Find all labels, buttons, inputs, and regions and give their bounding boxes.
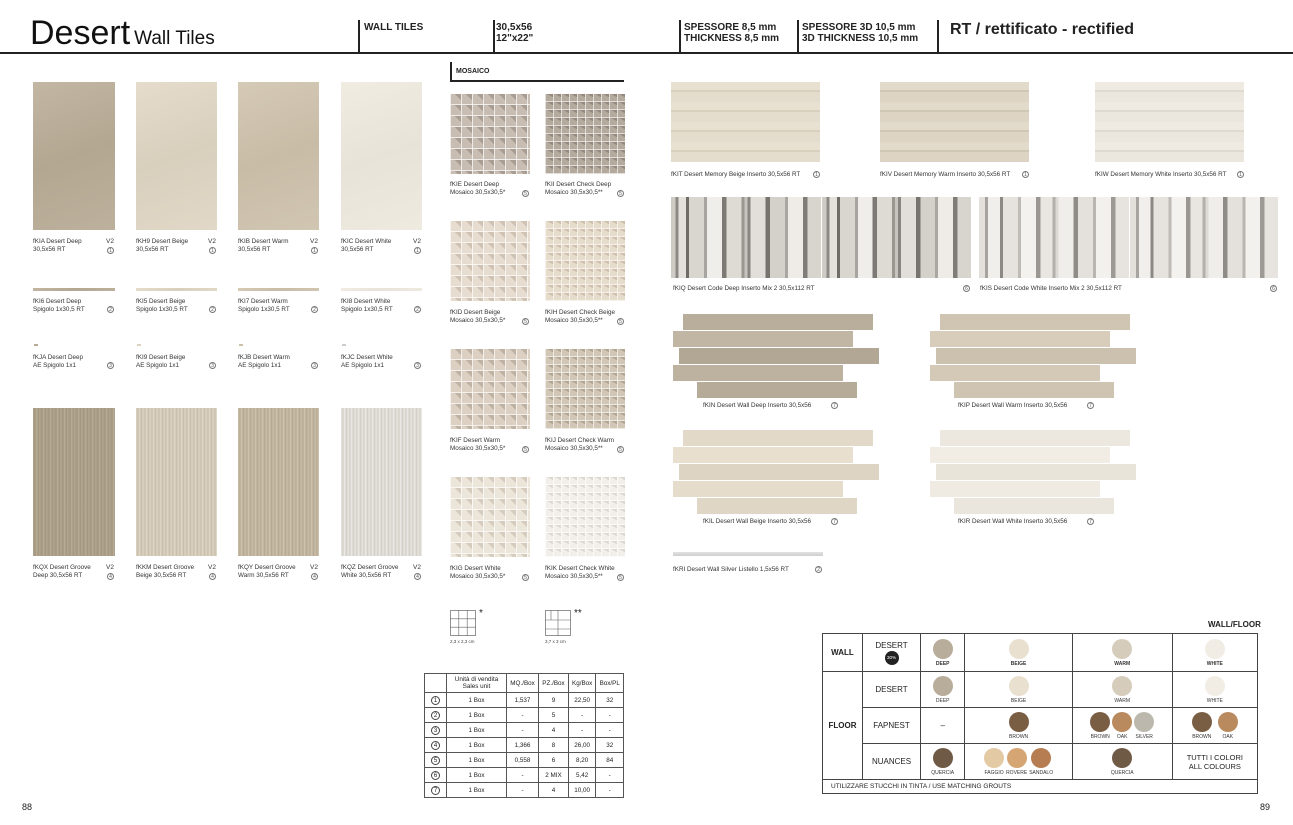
variation-label: V2 [310, 564, 318, 571]
header-divider [493, 20, 495, 52]
tile-image [33, 82, 115, 230]
tile-caption: fKIC Desert White 30,5x56 RT [341, 238, 392, 253]
table-cell: BROWN OAK SILVER [1072, 708, 1172, 744]
mosaic-image [450, 477, 530, 557]
mosaic-image [545, 477, 625, 557]
packing-badge: 2 [311, 306, 318, 313]
inserto-image [930, 428, 1137, 513]
inserto-image [822, 197, 971, 278]
row-number: 1 [431, 696, 440, 705]
table-cell: 1 Box [447, 708, 507, 723]
variation-label: V2 [208, 564, 216, 571]
table-cell: 4 [539, 783, 569, 798]
page-title: Desert Wall Tiles [30, 14, 215, 52]
header-thickness: SPESSORE 8,5 mm THICKNESS 8,5 mm [684, 22, 780, 44]
tile-caption: fKIK Desert Check White Mosaico 30,5x30,5** [545, 565, 615, 580]
ae-spigolo-image [137, 344, 141, 346]
tile-caption: fKIQ Desert Code Deep Inserto Mix 2 30,5x112 RT [673, 285, 815, 292]
table-row [425, 723, 624, 738]
table-row [425, 708, 624, 723]
table-cell: - [507, 708, 539, 723]
tile-caption: fKIR Desert Wall White Inserto 30,5x56 [958, 518, 1068, 525]
tile-caption: fKIJ Desert Check Warm Mosaico 30,5x30,5** [545, 437, 615, 452]
tile-caption: fKIF Desert Warm Mosaico 30,5x30,5* [450, 437, 506, 452]
variation-label: V2 [106, 238, 114, 245]
tile-image [238, 82, 319, 230]
tile-image [33, 408, 115, 556]
packing-badge: 5 [617, 318, 624, 325]
swatch-deep [933, 676, 953, 696]
table-row [425, 738, 624, 753]
variation-label: V2 [413, 564, 421, 571]
swatch-white [1205, 639, 1225, 659]
packing-badge: 3 [311, 362, 318, 369]
packing-badge: 1 [414, 247, 421, 254]
spigolo-image [33, 288, 115, 291]
table-cell: 5 [539, 708, 569, 723]
page-number: 89 [1260, 802, 1271, 812]
packing-badge: 5 [617, 574, 624, 581]
tile-caption: fKQZ Desert Groove White 30,5x56 RT [341, 564, 399, 579]
table-header-row [425, 674, 624, 693]
table-cell: 9 [539, 693, 569, 708]
packing-badge: 1 [813, 171, 820, 178]
spigolo-image [136, 288, 217, 291]
inserto-image [880, 82, 1029, 162]
packing-badge: 7 [831, 518, 838, 525]
packing-badge: 4 [107, 573, 114, 580]
table-cell: 32 [596, 693, 624, 708]
mosaic-grid-icon [545, 610, 571, 636]
packing-badge: 1 [107, 247, 114, 254]
packing-badge: 5 [522, 446, 529, 453]
packing-badge: 4 [209, 573, 216, 580]
swatch-beige [1009, 676, 1029, 696]
table-cell: 8,20 [568, 753, 596, 768]
swatch-brown [1009, 712, 1029, 732]
tile-caption: fKIP Desert Wall Warm Inserto 30,5x56 [958, 402, 1068, 409]
mosaic-legend-size: 2,3 x 2,3 cm [450, 639, 475, 644]
inserto-image [673, 428, 880, 513]
table-cell: 26,00 [568, 738, 596, 753]
swatch-quercia [933, 748, 953, 768]
tile-caption: fKH9 Desert Beige 30,5x56 RT [136, 238, 189, 253]
mosaic-image [545, 94, 625, 174]
table-cell: 1 Box [447, 738, 507, 753]
tile-caption: fKIL Desert Wall Beige Inserto 30,5x56 [703, 518, 812, 525]
page-subtitle: Wall Tiles [134, 28, 215, 49]
packing-badge: 5 [617, 190, 624, 197]
tile-caption: fKRI Desert Wall Silver Listello 1,5x56 RT [673, 566, 789, 573]
table-cell: 8 [539, 738, 569, 753]
swatch-beige [1009, 639, 1029, 659]
tile-caption: fKQY Desert Groove Warm 30,5x56 RT [238, 564, 296, 579]
swatch-quercia [1112, 748, 1132, 768]
table-header-cell [425, 674, 447, 693]
variation-label: V2 [106, 564, 114, 571]
table-cell: DESERT 30% [863, 634, 921, 672]
table-cell: BROWN OAK [1172, 708, 1257, 744]
tile-caption: fKIA Desert Deep 30,5x56 RT [33, 238, 82, 253]
tile-caption: fKIE Desert Deep Mosaico 30,5x30,5* [450, 181, 506, 196]
packing-badge: 7 [1087, 402, 1094, 409]
table-cell: 84 [596, 753, 624, 768]
mosaic-legend-mark: ** [574, 608, 582, 619]
mosaico-heading: MOSAICO [456, 68, 490, 75]
tile-image [238, 408, 319, 556]
tile-caption: fKIT Desert Memory Beige Inserto 30,5x56 RT [671, 171, 801, 178]
table-cell: WALL [823, 634, 863, 672]
ae-spigolo-image [239, 344, 243, 346]
table-row [823, 634, 1258, 672]
packing-badge: 5 [522, 190, 529, 197]
packing-badge: 2 [815, 566, 822, 573]
table-cell: BEIGE [965, 634, 1072, 672]
tile-image [136, 408, 217, 556]
inserto-image [1130, 197, 1278, 278]
mosaic-image [545, 221, 625, 301]
swatch-rovere [1007, 748, 1027, 768]
table-cell: 1 Box [447, 723, 507, 738]
packing-badge: 2 [209, 306, 216, 313]
table-header-cell: Unità di vendita Sales unit [447, 674, 507, 693]
table-cell: 1 Box [447, 693, 507, 708]
table-cell: BEIGE [965, 672, 1072, 708]
table-cell: WHITE [1172, 672, 1257, 708]
ae-spigolo-image [34, 344, 38, 346]
packing-badge: 5 [522, 574, 529, 581]
table-cell: 1 Box [447, 753, 507, 768]
inserto-image [1095, 82, 1244, 162]
mosaic-image [450, 349, 530, 429]
table-cell: DEEP [921, 672, 965, 708]
table-cell: FLOOR [823, 672, 863, 780]
table-cell: - [596, 768, 624, 783]
spigolo-image [341, 288, 422, 291]
eco-badge-icon: 30% [885, 651, 899, 665]
table-cell: - [596, 708, 624, 723]
table-header-cell: MQ./Box [507, 674, 539, 693]
mosaic-image [545, 349, 625, 429]
table-cell: 1 Box [447, 783, 507, 798]
ae-spigolo-image [342, 344, 346, 346]
tile-caption: fKI9 Desert Beige AE Spigolo 1x1 [136, 354, 186, 369]
inserto-image [673, 312, 880, 397]
header-divider [358, 20, 360, 52]
table-cell: FAPNEST [863, 708, 921, 744]
packing-badge: 3 [414, 362, 421, 369]
packing-badge: 5 [522, 318, 529, 325]
wall-floor-title: WALL/FLOOR [1208, 620, 1261, 629]
inserto-image [671, 82, 820, 162]
tile-caption: fKJB Desert Warm AE Spigolo 1x1 [238, 354, 290, 369]
inserto-image [671, 197, 821, 278]
tile-image [136, 82, 217, 230]
spigolo-image [238, 288, 319, 291]
table-cell: BROWN [965, 708, 1072, 744]
table-row [823, 708, 1258, 744]
swatch-oak [1112, 712, 1132, 732]
table-row [425, 693, 624, 708]
swatch-brown [1090, 712, 1110, 732]
mosaic-grid-icon [450, 610, 476, 636]
packing-badge: 7 [1087, 518, 1094, 525]
table-cell: - [596, 783, 624, 798]
table-row [823, 780, 1258, 794]
row-number: 4 [431, 741, 440, 750]
header-rule [0, 52, 1293, 54]
table-cell: DESERT [863, 672, 921, 708]
packing-badge: 3 [209, 362, 216, 369]
table-cell: 32 [596, 738, 624, 753]
tile-image [341, 82, 422, 230]
table-cell: 2 MIX [539, 768, 569, 783]
packing-badge: 1 [209, 247, 216, 254]
header-size: 30,5x56 12"x22" [496, 22, 534, 44]
table-cell: 10,00 [568, 783, 596, 798]
tile-caption: fKQX Desert Groove Deep 30,5x56 RT [33, 564, 91, 579]
table-cell: 4 [539, 723, 569, 738]
table-cell: DEEP [921, 634, 965, 672]
table-cell: 5,42 [568, 768, 596, 783]
table-cell: - [568, 708, 596, 723]
packing-badge: 2 [107, 306, 114, 313]
table-row [425, 783, 624, 798]
table-cell: 1,537 [507, 693, 539, 708]
table-cell: - [507, 783, 539, 798]
packing-badge: 3 [107, 362, 114, 369]
tile-caption: fKIN Desert Wall Deep Inserto 30,5x56 [703, 402, 812, 409]
mosaic-legend-mark: * [479, 608, 483, 619]
packing-badge: 4 [414, 573, 421, 580]
table-row [823, 744, 1258, 780]
table-row [425, 768, 624, 783]
tile-caption: fKKM Desert Groove Beige 30,5x56 RT [136, 564, 195, 579]
table-cell: TUTTI I COLORI ALL COLOURS [1172, 744, 1257, 780]
tile-caption: fKII Desert Check Deep Mosaico 30,5x30,5** [545, 181, 612, 196]
table-header-cell: Kg/Box [568, 674, 596, 693]
packing-badge: 1 [1022, 171, 1029, 178]
packing-badge: 1 [1237, 171, 1244, 178]
row-number: 5 [431, 756, 440, 765]
table-cell: WHITE [1172, 634, 1257, 672]
table-cell: 22,50 [568, 693, 596, 708]
swatch-warm [1112, 676, 1132, 696]
header-rectified: RT / rettificato - rectified [950, 21, 1135, 38]
table-cell: QUERCIA [1072, 744, 1172, 780]
inserto-image [930, 312, 1137, 397]
table-cell: 1,366 [507, 738, 539, 753]
page-number: 88 [22, 802, 33, 812]
tile-caption: fKID Desert Beige Mosaico 30,5x30,5* [450, 309, 506, 324]
table-cell: 6 [539, 753, 569, 768]
packing-badge: 5 [617, 446, 624, 453]
tile-caption: fKI6 Desert Deep Spigolo 1x30,5 RT [33, 298, 85, 313]
table-cell: QUERCIA [921, 744, 965, 780]
swatch-faggio [984, 748, 1004, 768]
wall-floor-table [822, 633, 1258, 794]
tile-caption: fKIG Desert White Mosaico 30,5x30,5* [450, 565, 506, 580]
table-row [425, 753, 624, 768]
table-cell: - [507, 768, 539, 783]
tile-caption: fKI7 Desert Warm Spigolo 1x30,5 RT [238, 298, 290, 313]
table-cell: - [568, 723, 596, 738]
packing-badge: 6 [1270, 285, 1277, 292]
tile-caption: fKJA Desert Deep AE Spigolo 1x1 [33, 354, 84, 369]
tile-caption: fKI5 Desert Beige Spigolo 1x30,5 RT [136, 298, 188, 313]
variation-label: V2 [208, 238, 216, 245]
packing-badge: 4 [311, 573, 318, 580]
section-divider [450, 62, 452, 80]
section-rule [450, 80, 624, 82]
swatch-deep [933, 639, 953, 659]
tile-caption: fKIV Desert Memory Warm Inserto 30,5x56 RT [880, 171, 1011, 178]
variation-label: V2 [310, 238, 318, 245]
table-cell: FAGGIO ROVERE SANDALO [965, 744, 1072, 780]
table-footer: UTILIZZARE STUCCHI IN TINTA / USE MATCHING GROUTS [823, 780, 1258, 794]
packing-badge: 7 [831, 402, 838, 409]
tile-caption: fKIH Desert Check Beige Mosaico 30,5x30,5** [545, 309, 615, 324]
table-cell: – [921, 708, 965, 744]
tile-caption: fKIS Desert Code White Inserto Mix 2 30,5x112 RT [980, 285, 1122, 292]
table-cell: 1 Box [447, 768, 507, 783]
mosaic-image [450, 221, 530, 301]
tile-caption: fKI8 Desert White Spigolo 1x30,5 RT [341, 298, 393, 313]
packing-badge: 1 [311, 247, 318, 254]
row-number: 2 [431, 711, 440, 720]
table-row [823, 672, 1258, 708]
tile-caption: fKJC Desert White AE Spigolo 1x1 [341, 354, 393, 369]
table-cell: - [507, 723, 539, 738]
swatch-warm [1112, 639, 1132, 659]
tile-caption: fKIW Desert Memory White Inserto 30,5x56 RT [1095, 171, 1227, 178]
tile-image [341, 408, 422, 556]
packing-table [424, 673, 624, 798]
header-divider [797, 20, 799, 52]
header-divider [937, 20, 939, 52]
variation-label: V2 [413, 238, 421, 245]
header-divider [679, 20, 681, 52]
packing-badge: 6 [963, 285, 970, 292]
swatch-oak [1218, 712, 1238, 732]
row-number: 7 [431, 786, 440, 795]
table-header-cell: Box/PL [596, 674, 624, 693]
table-cell: - [596, 723, 624, 738]
table-cell: WARM [1072, 672, 1172, 708]
header-thickness-3d: SPESSORE 3D 10,5 mm 3D THICKNESS 10,5 mm [802, 22, 919, 44]
swatch-sandalo [1031, 748, 1051, 768]
packing-badge: 2 [414, 306, 421, 313]
swatch-brown [1192, 712, 1212, 732]
mosaic-legend-size: 3,7 x 3 cm [545, 639, 566, 644]
table-header-cell: PZ./Box [539, 674, 569, 693]
row-number: 6 [431, 771, 440, 780]
swatch-silver [1134, 712, 1154, 732]
swatch-white [1205, 676, 1225, 696]
header-category: WALL TILES [364, 22, 424, 33]
table-cell: 0,558 [507, 753, 539, 768]
listello-image [673, 552, 823, 556]
inserto-image [979, 197, 1129, 278]
tile-caption: fKIB Desert Warm 30,5x56 RT [238, 238, 289, 253]
table-cell: WARM [1072, 634, 1172, 672]
row-number: 3 [431, 726, 440, 735]
table-cell: NUANCES [863, 744, 921, 780]
mosaic-image [450, 94, 530, 174]
